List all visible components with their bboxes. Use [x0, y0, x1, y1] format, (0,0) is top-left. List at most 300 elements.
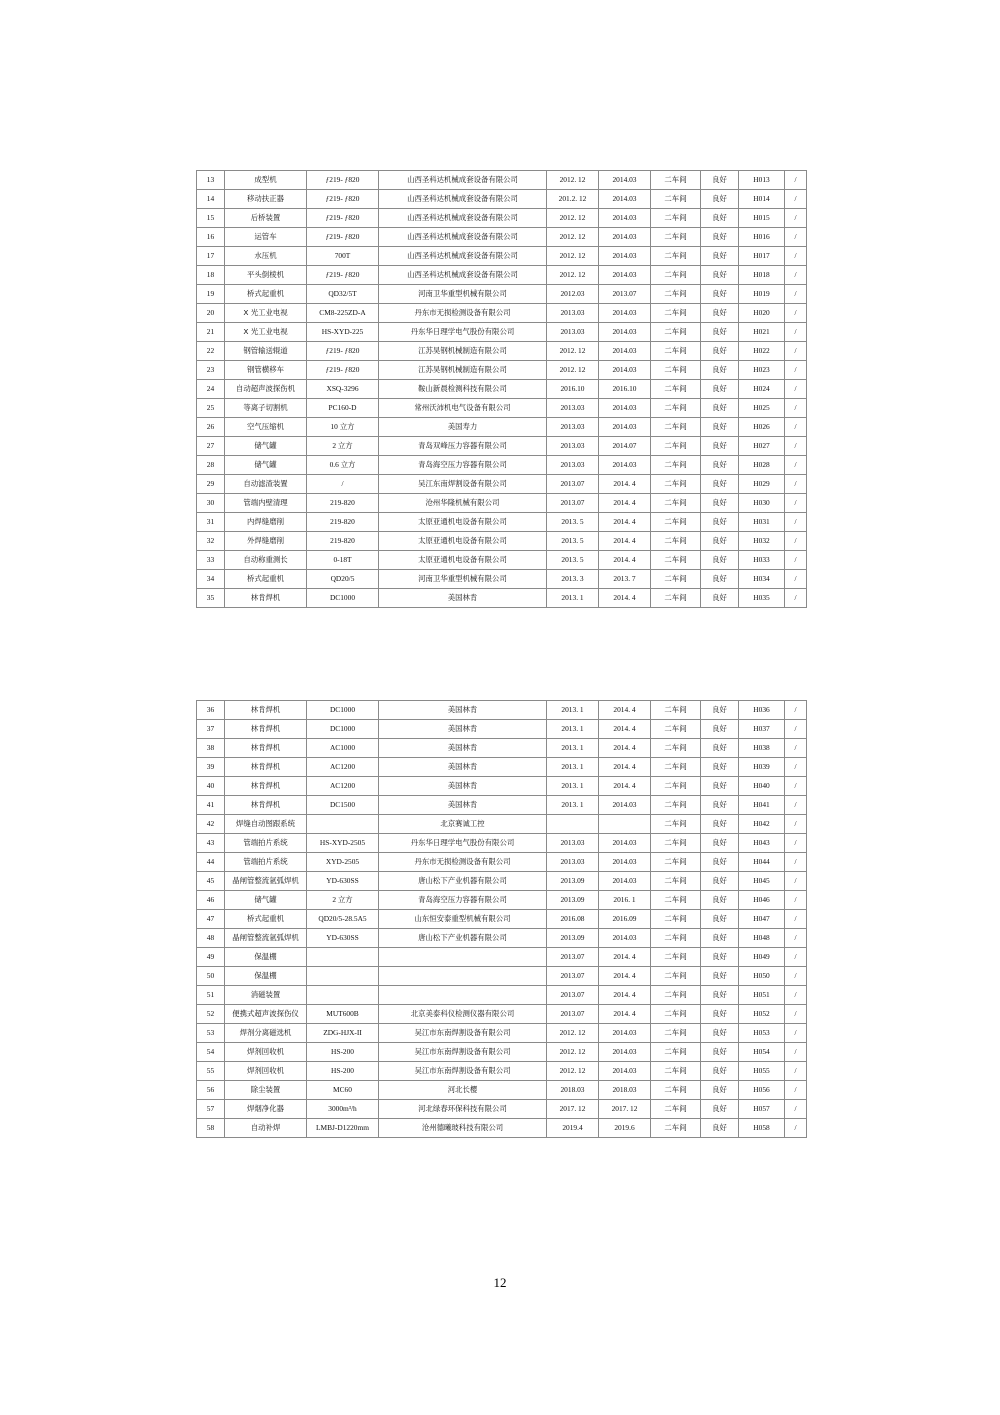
table-row	[197, 570, 807, 589]
table-row	[197, 266, 807, 285]
table-row	[197, 853, 807, 872]
cell-purchase-date: 2014.03	[599, 361, 651, 380]
table-row	[197, 589, 807, 608]
cell-code: H038	[739, 739, 785, 758]
cell-model: 219-820	[307, 513, 379, 532]
cell-manufacturer	[379, 986, 547, 1005]
cell-name: 林肯焊机	[225, 777, 307, 796]
table-row	[197, 815, 807, 834]
cell-manufacturer: 太原亚通机电设备有限公司	[379, 551, 547, 570]
cell-manufacturer: 山西圣科达机械成套设备有限公司	[379, 247, 547, 266]
cell-manufacturer: 美国林肯	[379, 796, 547, 815]
cell-note: /	[785, 266, 807, 285]
cell-purchase-date: 2014.03	[599, 456, 651, 475]
cell-no: 56	[197, 1081, 225, 1100]
table-row	[197, 758, 807, 777]
cell-manufacturer: 河南卫华重型机械有限公司	[379, 570, 547, 589]
cell-code: H049	[739, 948, 785, 967]
cell-purchase-date: 2014.03	[599, 247, 651, 266]
cell-department: 二车间	[651, 266, 701, 285]
cell-name: 消磁装置	[225, 986, 307, 1005]
cell-status: 良好	[701, 190, 739, 209]
cell-manufacturer	[379, 967, 547, 986]
cell-production-date: 2013.03	[547, 304, 599, 323]
cell-name: 后桥装置	[225, 209, 307, 228]
cell-note: /	[785, 247, 807, 266]
cell-no: 16	[197, 228, 225, 247]
cell-code: H033	[739, 551, 785, 570]
cell-no: 32	[197, 532, 225, 551]
cell-purchase-date: 2014. 4	[599, 1005, 651, 1024]
cell-no: 13	[197, 171, 225, 190]
cell-department: 二车间	[651, 948, 701, 967]
cell-status: 良好	[701, 815, 739, 834]
cell-purchase-date: 2014.03	[599, 1062, 651, 1081]
cell-department: 二车间	[651, 570, 701, 589]
cell-production-date: 2013. 1	[547, 739, 599, 758]
cell-department: 二车间	[651, 777, 701, 796]
cell-purchase-date: 2013. 7	[599, 570, 651, 589]
cell-model: QD20/5	[307, 570, 379, 589]
cell-model: 10 立方	[307, 418, 379, 437]
cell-purchase-date: 2014.03	[599, 1024, 651, 1043]
cell-status: 良好	[701, 777, 739, 796]
cell-code: H014	[739, 190, 785, 209]
cell-manufacturer: 北京美泰科仪检测仪器有限公司	[379, 1005, 547, 1024]
cell-code: H024	[739, 380, 785, 399]
cell-production-date: 2019.4	[547, 1119, 599, 1138]
cell-note: /	[785, 513, 807, 532]
table-row	[197, 494, 807, 513]
cell-production-date: 2013.09	[547, 872, 599, 891]
cell-manufacturer: 吴江东南焊割设备有限公司	[379, 475, 547, 494]
cell-name: 焊剂回收机	[225, 1043, 307, 1062]
cell-name: 水压机	[225, 247, 307, 266]
cell-model: XSQ-3296	[307, 380, 379, 399]
cell-note: /	[785, 285, 807, 304]
cell-name: 林肯焊机	[225, 589, 307, 608]
cell-production-date: 2012. 12	[547, 171, 599, 190]
cell-no: 52	[197, 1005, 225, 1024]
cell-purchase-date: 2016.09	[599, 910, 651, 929]
cell-code: H047	[739, 910, 785, 929]
cell-purchase-date: 2014. 4	[599, 739, 651, 758]
table-row	[197, 891, 807, 910]
cell-name: 储气罐	[225, 437, 307, 456]
cell-production-date: 2013. 1	[547, 777, 599, 796]
cell-production-date: 2012. 12	[547, 1043, 599, 1062]
cell-note: /	[785, 758, 807, 777]
cell-model: CM8-225ZD-A	[307, 304, 379, 323]
cell-manufacturer: 山西圣科达机械成套设备有限公司	[379, 171, 547, 190]
cell-model: ƒ219- ƒ820	[307, 171, 379, 190]
table-row	[197, 948, 807, 967]
cell-name: 自动称重测长	[225, 551, 307, 570]
cell-production-date: 2013.03	[547, 323, 599, 342]
table-row	[197, 399, 807, 418]
cell-note: /	[785, 891, 807, 910]
cell-code: H058	[739, 1119, 785, 1138]
cell-department: 二车间	[651, 589, 701, 608]
cell-department: 二车间	[651, 1119, 701, 1138]
table-row	[197, 910, 807, 929]
cell-no: 21	[197, 323, 225, 342]
cell-name: 储气罐	[225, 456, 307, 475]
cell-manufacturer: 美国林肯	[379, 720, 547, 739]
cell-no: 18	[197, 266, 225, 285]
cell-department: 二车间	[651, 872, 701, 891]
cell-manufacturer: 太原亚通机电设备有限公司	[379, 532, 547, 551]
cell-department: 二车间	[651, 739, 701, 758]
cell-department: 二车间	[651, 361, 701, 380]
cell-department: 二车间	[651, 551, 701, 570]
cell-note: /	[785, 1119, 807, 1138]
table-row	[197, 986, 807, 1005]
table-row	[197, 796, 807, 815]
cell-code: H035	[739, 589, 785, 608]
cell-code: H016	[739, 228, 785, 247]
cell-production-date: 2013. 5	[547, 532, 599, 551]
cell-name: 外焊缝磨削	[225, 532, 307, 551]
cell-production-date: 2013. 1	[547, 720, 599, 739]
table-row	[197, 834, 807, 853]
cell-manufacturer: 丹东市无损检测设备有限公司	[379, 304, 547, 323]
cell-no: 53	[197, 1024, 225, 1043]
cell-department: 二车间	[651, 437, 701, 456]
cell-code: H019	[739, 285, 785, 304]
cell-status: 良好	[701, 986, 739, 1005]
cell-note: /	[785, 948, 807, 967]
cell-note: /	[785, 701, 807, 720]
table-row	[197, 872, 807, 891]
cell-note: /	[785, 418, 807, 437]
cell-no: 24	[197, 380, 225, 399]
cell-manufacturer: 美国林肯	[379, 777, 547, 796]
cell-department: 二车间	[651, 399, 701, 418]
cell-code: H046	[739, 891, 785, 910]
cell-note: /	[785, 323, 807, 342]
cell-code: H048	[739, 929, 785, 948]
cell-purchase-date: 2014. 4	[599, 758, 651, 777]
cell-purchase-date: 2014. 4	[599, 701, 651, 720]
cell-code: H056	[739, 1081, 785, 1100]
cell-name: 储气罐	[225, 891, 307, 910]
cell-status: 良好	[701, 228, 739, 247]
cell-status: 良好	[701, 1005, 739, 1024]
cell-manufacturer	[379, 948, 547, 967]
cell-code: H028	[739, 456, 785, 475]
equipment-table-1	[196, 170, 807, 608]
cell-model: DC1000	[307, 589, 379, 608]
cell-no: 27	[197, 437, 225, 456]
cell-status: 良好	[701, 456, 739, 475]
cell-note: /	[785, 872, 807, 891]
table-row	[197, 1081, 807, 1100]
cell-name: 平头倒棱机	[225, 266, 307, 285]
table-row	[197, 777, 807, 796]
cell-code: H013	[739, 171, 785, 190]
cell-note: /	[785, 589, 807, 608]
cell-production-date: 2013. 1	[547, 589, 599, 608]
cell-code: H054	[739, 1043, 785, 1062]
table-row	[197, 967, 807, 986]
cell-code: H036	[739, 701, 785, 720]
cell-production-date: 2013.03	[547, 399, 599, 418]
cell-purchase-date: 2014.03	[599, 228, 651, 247]
cell-purchase-date: 2013.07	[599, 285, 651, 304]
cell-status: 良好	[701, 437, 739, 456]
cell-no: 33	[197, 551, 225, 570]
table-row	[197, 513, 807, 532]
cell-name: 等离子切割机	[225, 399, 307, 418]
cell-model: 2 立方	[307, 891, 379, 910]
cell-name: 桥式起重机	[225, 570, 307, 589]
cell-department: 二车间	[651, 285, 701, 304]
cell-no: 34	[197, 570, 225, 589]
cell-department: 二车间	[651, 796, 701, 815]
cell-production-date: 2016.10	[547, 380, 599, 399]
cell-status: 良好	[701, 739, 739, 758]
cell-manufacturer: 沧州德曦玻科技有限公司	[379, 1119, 547, 1138]
cell-production-date: 2013. 1	[547, 796, 599, 815]
cell-no: 31	[197, 513, 225, 532]
cell-manufacturer: 山西圣科达机械成套设备有限公司	[379, 190, 547, 209]
cell-department: 二车间	[651, 701, 701, 720]
cell-note: /	[785, 399, 807, 418]
cell-note: /	[785, 1024, 807, 1043]
cell-name: 自动超声波探伤机	[225, 380, 307, 399]
table-row	[197, 209, 807, 228]
cell-status: 良好	[701, 872, 739, 891]
cell-name: 自动补焊	[225, 1119, 307, 1138]
cell-code: H018	[739, 266, 785, 285]
cell-production-date: 2013.03	[547, 437, 599, 456]
cell-code: H039	[739, 758, 785, 777]
cell-code: H045	[739, 872, 785, 891]
cell-department: 二车间	[651, 758, 701, 777]
cell-status: 良好	[701, 701, 739, 720]
cell-status: 良好	[701, 551, 739, 570]
cell-model: ƒ219- ƒ820	[307, 342, 379, 361]
cell-model: QD20/5-28.5A5	[307, 910, 379, 929]
cell-purchase-date: 2014.03	[599, 929, 651, 948]
cell-status: 良好	[701, 304, 739, 323]
table-row	[197, 171, 807, 190]
cell-purchase-date: 2014.03	[599, 1043, 651, 1062]
cell-status: 良好	[701, 247, 739, 266]
cell-no: 37	[197, 720, 225, 739]
cell-production-date: 2013.03	[547, 853, 599, 872]
cell-model	[307, 967, 379, 986]
cell-note: /	[785, 1043, 807, 1062]
cell-department: 二车间	[651, 1062, 701, 1081]
cell-production-date: 2013.03	[547, 834, 599, 853]
cell-no: 54	[197, 1043, 225, 1062]
cell-name: X 光工业电视	[225, 304, 307, 323]
cell-status: 良好	[701, 948, 739, 967]
cell-code: H043	[739, 834, 785, 853]
cell-manufacturer: 山东恒安泰重型机械有限公司	[379, 910, 547, 929]
cell-status: 良好	[701, 1100, 739, 1119]
cell-name: 焊剂分离磁选机	[225, 1024, 307, 1043]
equipment-table-block-2	[196, 700, 806, 1138]
cell-code: H041	[739, 796, 785, 815]
cell-name: 焊烟净化器	[225, 1100, 307, 1119]
cell-no: 46	[197, 891, 225, 910]
cell-code: H040	[739, 777, 785, 796]
cell-manufacturer: 丹东华日理学电气股份有限公司	[379, 323, 547, 342]
cell-manufacturer: 山西圣科达机械成套设备有限公司	[379, 209, 547, 228]
cell-manufacturer: 太原亚通机电设备有限公司	[379, 513, 547, 532]
cell-name: 除尘装置	[225, 1081, 307, 1100]
cell-status: 良好	[701, 285, 739, 304]
cell-no: 29	[197, 475, 225, 494]
table-row	[197, 304, 807, 323]
cell-purchase-date: 2014. 4	[599, 967, 651, 986]
cell-code: H034	[739, 570, 785, 589]
cell-model: YD-630SS	[307, 929, 379, 948]
cell-note: /	[785, 1062, 807, 1081]
cell-model: DC1500	[307, 796, 379, 815]
cell-manufacturer: 青岛双峰压力容器有限公司	[379, 437, 547, 456]
cell-production-date: 201.2. 12	[547, 190, 599, 209]
cell-production-date: 2013.07	[547, 986, 599, 1005]
cell-production-date: 2013. 1	[547, 701, 599, 720]
table-row	[197, 701, 807, 720]
cell-purchase-date: 2014.03	[599, 342, 651, 361]
cell-department: 二车间	[651, 190, 701, 209]
cell-department: 二车间	[651, 967, 701, 986]
table-row	[197, 1043, 807, 1062]
cell-department: 二车间	[651, 834, 701, 853]
cell-production-date: 2013. 1	[547, 758, 599, 777]
cell-note: /	[785, 361, 807, 380]
cell-code: H042	[739, 815, 785, 834]
cell-no: 40	[197, 777, 225, 796]
cell-name: 运管车	[225, 228, 307, 247]
cell-status: 良好	[701, 1043, 739, 1062]
cell-model: AC1200	[307, 777, 379, 796]
cell-code: H053	[739, 1024, 785, 1043]
cell-manufacturer: 吴江市东南焊割设备有限公司	[379, 1043, 547, 1062]
cell-manufacturer: 美国林肯	[379, 739, 547, 758]
cell-manufacturer: 吴江市东南焊割设备有限公司	[379, 1024, 547, 1043]
cell-purchase-date: 2014.03	[599, 323, 651, 342]
cell-purchase-date: 2017. 12	[599, 1100, 651, 1119]
cell-production-date: 2012. 12	[547, 361, 599, 380]
cell-note: /	[785, 228, 807, 247]
cell-department: 二车间	[651, 323, 701, 342]
cell-department: 二车间	[651, 418, 701, 437]
cell-model: 3000m³/h	[307, 1100, 379, 1119]
cell-manufacturer: 美国寿力	[379, 418, 547, 437]
cell-department: 二车间	[651, 815, 701, 834]
cell-manufacturer: 山西圣科达机械成套设备有限公司	[379, 266, 547, 285]
cell-model: ZDG-HJX-II	[307, 1024, 379, 1043]
cell-note: /	[785, 853, 807, 872]
cell-no: 14	[197, 190, 225, 209]
cell-name: 林肯焊机	[225, 796, 307, 815]
cell-manufacturer: 丹东市无损检测设备有限公司	[379, 853, 547, 872]
cell-purchase-date: 2014.03	[599, 190, 651, 209]
cell-status: 良好	[701, 967, 739, 986]
cell-note: /	[785, 475, 807, 494]
cell-no: 49	[197, 948, 225, 967]
cell-code: H032	[739, 532, 785, 551]
cell-note: /	[785, 986, 807, 1005]
cell-manufacturer: 山西圣科达机械成套设备有限公司	[379, 228, 547, 247]
cell-note: /	[785, 720, 807, 739]
cell-department: 二车间	[651, 228, 701, 247]
cell-production-date: 2013.03	[547, 418, 599, 437]
cell-code: H037	[739, 720, 785, 739]
cell-status: 良好	[701, 1081, 739, 1100]
cell-status: 良好	[701, 834, 739, 853]
table-row	[197, 418, 807, 437]
cell-model	[307, 948, 379, 967]
cell-department: 二车间	[651, 986, 701, 1005]
cell-name: 晶闸管整流氩弧焊机	[225, 929, 307, 948]
cell-name: 钢管横移车	[225, 361, 307, 380]
cell-production-date: 2013.09	[547, 891, 599, 910]
cell-status: 良好	[701, 891, 739, 910]
cell-code: H017	[739, 247, 785, 266]
cell-status: 良好	[701, 1062, 739, 1081]
cell-manufacturer: 鞍山新晨检测科技有限公司	[379, 380, 547, 399]
cell-name: 林肯焊机	[225, 758, 307, 777]
cell-no: 57	[197, 1100, 225, 1119]
cell-code: H050	[739, 967, 785, 986]
cell-purchase-date: 2014.03	[599, 418, 651, 437]
cell-department: 二车间	[651, 1005, 701, 1024]
cell-name: 内焊缝磨削	[225, 513, 307, 532]
cell-production-date: 2013.07	[547, 475, 599, 494]
cell-code: H031	[739, 513, 785, 532]
cell-department: 二车间	[651, 1043, 701, 1062]
cell-manufacturer: 唐山松下产业机器有限公司	[379, 872, 547, 891]
cell-purchase-date: 2014.03	[599, 834, 651, 853]
cell-production-date: 2013. 5	[547, 513, 599, 532]
cell-note: /	[785, 209, 807, 228]
cell-no: 58	[197, 1119, 225, 1138]
cell-name: 焊缝自动图跟系统	[225, 815, 307, 834]
cell-note: /	[785, 304, 807, 323]
cell-model: 219-820	[307, 494, 379, 513]
cell-department: 二车间	[651, 1100, 701, 1119]
cell-model: MC60	[307, 1081, 379, 1100]
table-row	[197, 475, 807, 494]
cell-status: 良好	[701, 475, 739, 494]
cell-status: 良好	[701, 513, 739, 532]
page-number: 12	[493, 1275, 507, 1290]
cell-production-date: 2013. 3	[547, 570, 599, 589]
cell-no: 25	[197, 399, 225, 418]
cell-purchase-date: 2016.10	[599, 380, 651, 399]
cell-manufacturer: 河北长樱	[379, 1081, 547, 1100]
table-row	[197, 739, 807, 758]
table-row	[197, 247, 807, 266]
cell-manufacturer: 美国林肯	[379, 758, 547, 777]
cell-model: HS-XYD-225	[307, 323, 379, 342]
cell-department: 二车间	[651, 1081, 701, 1100]
cell-no: 47	[197, 910, 225, 929]
cell-model: DC1000	[307, 720, 379, 739]
cell-status: 良好	[701, 494, 739, 513]
cell-department: 二车间	[651, 891, 701, 910]
table-row	[197, 285, 807, 304]
cell-note: /	[785, 739, 807, 758]
cell-no: 23	[197, 361, 225, 380]
